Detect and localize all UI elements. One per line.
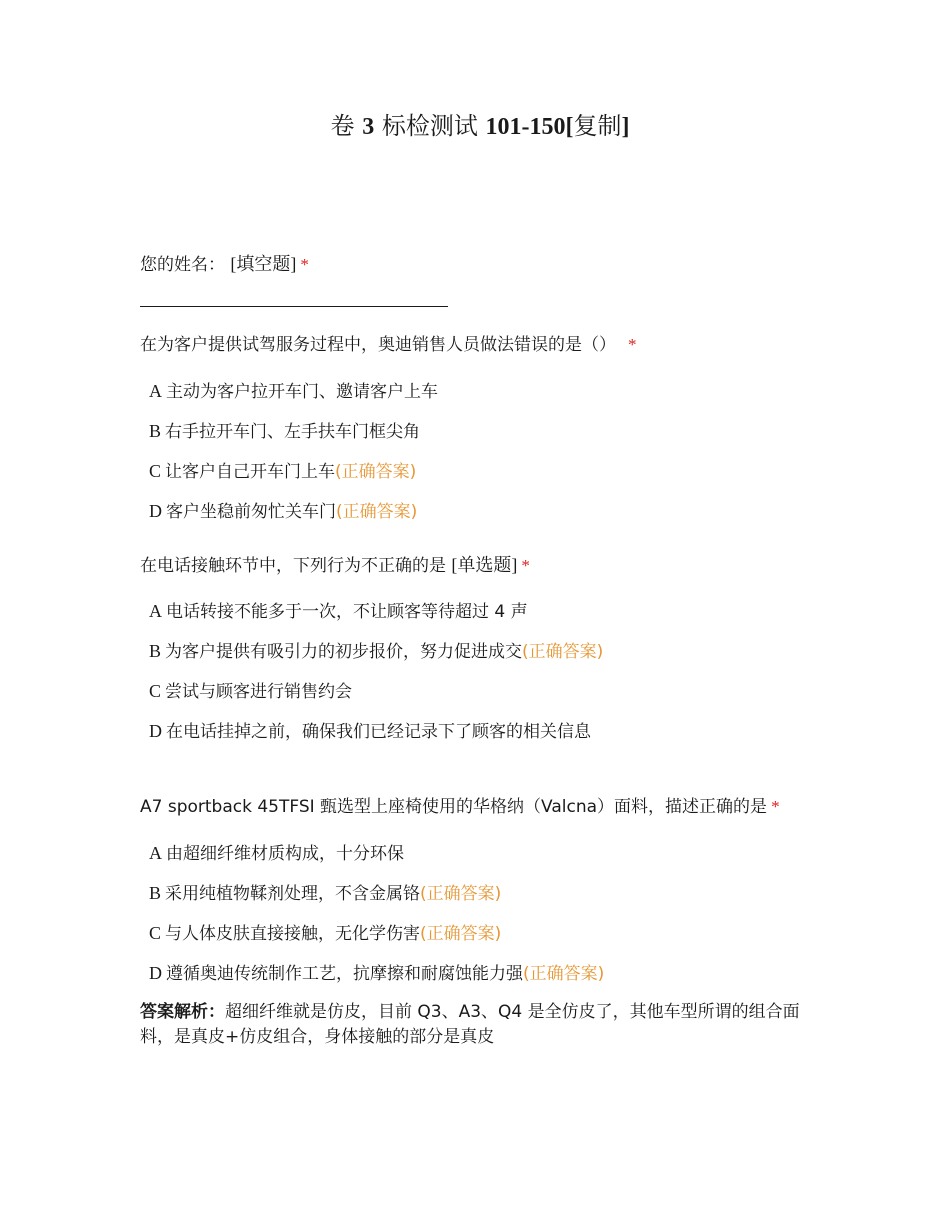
question-3-option-a[interactable] <box>149 840 404 867</box>
correct-answer-label: (正确答案) <box>336 502 418 522</box>
option-text: 客户坐稳前匆忙关车门 <box>166 502 336 522</box>
option-letter: A <box>149 843 162 863</box>
question-3-option-b[interactable] <box>149 880 501 907</box>
correct-answer-label: (正确答案) <box>420 924 502 944</box>
correct-answer-label: (正确答案) <box>420 884 502 904</box>
correct-answer-label: (正确答案) <box>522 642 604 662</box>
question-2-option-b[interactable] <box>149 638 603 665</box>
question-1-option-a[interactable] <box>149 378 438 405</box>
question-1-text <box>140 332 820 358</box>
option-text: 让客户自己开车门上车 <box>165 462 336 482</box>
required-mark: * <box>521 556 530 575</box>
correct-answer-label: (正确答案) <box>523 964 605 984</box>
title-copy-label: 复制 <box>573 112 622 140</box>
name-question <box>140 251 820 278</box>
question-3-option-c[interactable] <box>149 920 501 947</box>
option-text: 采用纯植物鞣剂处理，不含金属铬 <box>165 884 421 904</box>
option-letter: C <box>149 923 162 943</box>
question-2-option-a[interactable] <box>149 598 528 625</box>
answer-analysis-text: 超细纤维就是仿皮，目前 Q3、A3、Q4 是全仿皮了，其他车型所谓的组合面料，是真皮+仿皮组合，身体接触的部分是真皮 <box>140 1002 800 1047</box>
option-letter: B <box>149 883 162 903</box>
option-text: 在电话挂掉之前，确保我们已经记录下了顾客的相关信息 <box>166 722 591 742</box>
answer-analysis-label: 答案解析： <box>140 1002 225 1022</box>
question-2-type: [单选题] <box>451 555 518 575</box>
title-range: 101-150[ <box>485 114 574 140</box>
question-2-stem: 在电话接触环节中，下列行为不正确的是 <box>140 556 446 576</box>
question-2-option-c[interactable] <box>149 678 352 705</box>
required-mark: * <box>771 797 780 816</box>
option-letter: B <box>149 421 162 441</box>
name-question-type: [填空题] <box>230 254 297 274</box>
question-1-option-d[interactable] <box>149 498 417 525</box>
option-letter: D <box>149 721 162 741</box>
option-text: 与人体皮肤直接接触，无化学伤害 <box>165 924 421 944</box>
name-answer-blank[interactable] <box>140 306 448 307</box>
title-end-bracket: ] <box>621 114 630 140</box>
option-letter: C <box>149 461 162 481</box>
title-middle: 标检测试 <box>381 112 478 140</box>
option-letter: D <box>149 963 162 983</box>
question-1-option-c[interactable] <box>149 458 416 485</box>
required-mark: * <box>300 255 309 274</box>
option-letter: C <box>149 681 162 701</box>
option-letter: D <box>149 501 162 521</box>
option-text: 尝试与顾客进行销售约会 <box>165 682 353 702</box>
title-prefix: 卷 <box>330 112 355 140</box>
option-text: 主动为客户拉开车门、邀请客户上车 <box>166 382 438 402</box>
question-1-stem: 在为客户提供试驾服务过程中，奥迪销售人员做法错误的是（） <box>140 335 616 355</box>
title-volume-number: 3 <box>362 114 375 140</box>
option-letter: A <box>149 601 162 621</box>
page-title <box>0 108 950 145</box>
answer-analysis <box>140 1000 810 1050</box>
question-2-text <box>140 552 820 579</box>
option-letter: B <box>149 641 162 661</box>
option-letter: A <box>149 381 162 401</box>
option-text: 遵循奥迪传统制作工艺，抗摩擦和耐腐蚀能力强 <box>166 964 523 984</box>
option-text: 为客户提供有吸引力的初步报价，努力促进成交 <box>165 642 523 662</box>
option-text: 电话转接不能多于一次，不让顾客等待超过 4 声 <box>166 602 528 622</box>
question-3-text <box>140 794 820 820</box>
question-2-option-d[interactable] <box>149 718 591 745</box>
correct-answer-label: (正确答案) <box>335 462 417 482</box>
required-mark: * <box>628 335 637 354</box>
question-3-option-d[interactable] <box>149 960 604 987</box>
name-question-label: 您的姓名： <box>140 255 225 275</box>
question-1-option-b[interactable] <box>149 418 420 445</box>
option-text: 右手拉开车门、左手扶车门框尖角 <box>165 422 421 442</box>
option-text: 由超细纤维材质构成，十分环保 <box>166 844 404 864</box>
question-3-stem: A7 sportback 45TFSI 甄选型上座椅使用的华格纳（Valcna）面料，描述正确的是 <box>140 797 768 817</box>
